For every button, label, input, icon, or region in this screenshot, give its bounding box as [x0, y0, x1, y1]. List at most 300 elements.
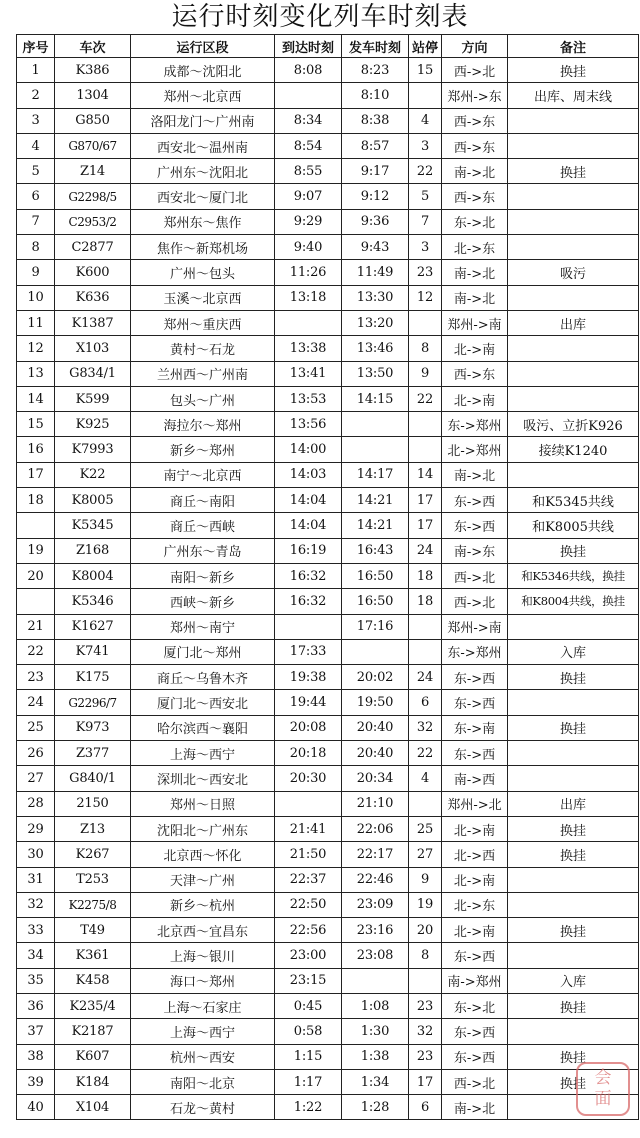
cell-arrival: 17:33 — [275, 639, 342, 664]
cell-direction: 北->东 — [442, 892, 508, 917]
cell-num: 10 — [17, 285, 55, 310]
cell-arrival: 22:56 — [275, 918, 342, 943]
cell-num: 36 — [17, 993, 55, 1018]
cell-train: K600 — [55, 260, 131, 285]
cell-direction: 东->南 — [442, 715, 508, 740]
cell-train: X103 — [55, 336, 131, 361]
cell-train: K184 — [55, 1069, 131, 1094]
table-row — [17, 1069, 639, 1094]
cell-note: 和K5345共线 — [508, 488, 639, 513]
table-row — [17, 437, 639, 462]
cell-num: 33 — [17, 918, 55, 943]
cell-route: 广州东～沈阳北 — [131, 159, 275, 184]
cell-arrival: 8:34 — [275, 108, 342, 133]
cell-arrival — [275, 791, 342, 816]
cell-train: K2275/8 — [55, 892, 131, 917]
table-row — [17, 1044, 639, 1069]
cell-stop: 6 — [409, 690, 442, 715]
cell-arrival — [275, 83, 342, 108]
cell-route: 成都～沈阳北 — [131, 58, 275, 83]
cell-arrival: 13:56 — [275, 412, 342, 437]
cell-departure: 9:36 — [342, 209, 409, 234]
cell-route: 郑州～北京西 — [131, 83, 275, 108]
cell-arrival: 8:55 — [275, 159, 342, 184]
cell-train: T253 — [55, 867, 131, 892]
cell-direction: 郑州->南 — [442, 614, 508, 639]
cell-note — [508, 690, 639, 715]
cell-note: 吸污 — [508, 260, 639, 285]
cell-route: 新乡～杭州 — [131, 892, 275, 917]
cell-departure: 1:34 — [342, 1069, 409, 1094]
cell-stop: 25 — [409, 816, 442, 841]
cell-train: K8005 — [55, 488, 131, 513]
cell-direction: 北->南 — [442, 336, 508, 361]
cell-stop: 27 — [409, 842, 442, 867]
cell-departure: 1:28 — [342, 1095, 409, 1120]
cell-departure: 23:16 — [342, 918, 409, 943]
table-row — [17, 260, 639, 285]
cell-num: 39 — [17, 1069, 55, 1094]
cell-note: 和K5346共线，换挂 — [508, 563, 639, 588]
cell-note — [508, 184, 639, 209]
table-row — [17, 614, 639, 639]
cell-departure: 13:30 — [342, 285, 409, 310]
cell-stop: 23 — [409, 260, 442, 285]
cell-direction: 南->郑州 — [442, 968, 508, 993]
cell-note — [508, 943, 639, 968]
table-row — [17, 184, 639, 209]
cell-note — [508, 235, 639, 260]
cell-direction: 东->西 — [442, 665, 508, 690]
cell-departure: 16:50 — [342, 589, 409, 614]
cell-train: K925 — [55, 412, 131, 437]
cell-arrival: 0:45 — [275, 993, 342, 1018]
cell-arrival: 16:19 — [275, 538, 342, 563]
table-row — [17, 513, 639, 538]
cell-departure — [342, 412, 409, 437]
cell-departure: 20:02 — [342, 665, 409, 690]
cell-departure: 14:21 — [342, 488, 409, 513]
header-route: 运行区段 — [131, 35, 275, 58]
cell-train: C2877 — [55, 235, 131, 260]
cell-direction: 北->西 — [442, 842, 508, 867]
cell-arrival — [275, 614, 342, 639]
table-row — [17, 133, 639, 158]
cell-note: 出库 — [508, 791, 639, 816]
cell-arrival: 1:17 — [275, 1069, 342, 1094]
cell-route: 厦门北～西安北 — [131, 690, 275, 715]
cell-train: G834/1 — [55, 361, 131, 386]
cell-note — [508, 133, 639, 158]
cell-num: 18 — [17, 488, 55, 513]
cell-stop — [409, 791, 442, 816]
cell-num: 14 — [17, 386, 55, 411]
cell-direction: 西->东 — [442, 108, 508, 133]
cell-direction: 南->北 — [442, 285, 508, 310]
table-row — [17, 665, 639, 690]
timetable — [16, 34, 639, 1120]
cell-route: 包头～广州 — [131, 386, 275, 411]
cell-note — [508, 741, 639, 766]
cell-note: 接续K1240 — [508, 437, 639, 462]
cell-stop: 3 — [409, 133, 442, 158]
cell-train: K5346 — [55, 589, 131, 614]
cell-route: 焦作～新郑机场 — [131, 235, 275, 260]
cell-num: 28 — [17, 791, 55, 816]
cell-train: K1627 — [55, 614, 131, 639]
cell-departure: 14:17 — [342, 462, 409, 487]
cell-direction: 东->郑州 — [442, 412, 508, 437]
cell-num: 30 — [17, 842, 55, 867]
cell-departure: 13:50 — [342, 361, 409, 386]
cell-train: 1304 — [55, 83, 131, 108]
cell-direction: 南->北 — [442, 260, 508, 285]
cell-route: 郑州～重庆西 — [131, 310, 275, 335]
cell-note — [508, 892, 639, 917]
cell-route: 郑州～南宁 — [131, 614, 275, 639]
cell-route: 海拉尔～郑州 — [131, 412, 275, 437]
cell-stop: 22 — [409, 159, 442, 184]
cell-departure: 22:17 — [342, 842, 409, 867]
cell-direction: 东->北 — [442, 209, 508, 234]
cell-note: 换挂 — [508, 665, 639, 690]
cell-route: 玉溪～北京西 — [131, 285, 275, 310]
cell-note: 换挂 — [508, 816, 639, 841]
cell-train: K607 — [55, 1044, 131, 1069]
table-row — [17, 386, 639, 411]
cell-direction: 东->西 — [442, 488, 508, 513]
cell-note: 入库 — [508, 639, 639, 664]
cell-note: 入库 — [508, 968, 639, 993]
cell-departure: 13:46 — [342, 336, 409, 361]
cell-arrival: 1:15 — [275, 1044, 342, 1069]
cell-train: C2953/2 — [55, 209, 131, 234]
table-row — [17, 892, 639, 917]
cell-note: 换挂 — [508, 159, 639, 184]
cell-note — [508, 462, 639, 487]
cell-direction: 东->西 — [442, 690, 508, 715]
page-title: 运行时刻变化列车时刻表 — [171, 2, 469, 32]
cell-stop: 18 — [409, 563, 442, 588]
table-row — [17, 766, 639, 791]
header-train: 车次 — [55, 35, 131, 58]
cell-route: 郑州东～焦作 — [131, 209, 275, 234]
header-departure: 发车时刻 — [342, 35, 409, 58]
table-row — [17, 361, 639, 386]
cell-num: 24 — [17, 690, 55, 715]
table-row — [17, 310, 639, 335]
cell-arrival: 19:38 — [275, 665, 342, 690]
cell-route: 西峡～新乡 — [131, 589, 275, 614]
cell-num: 26 — [17, 741, 55, 766]
cell-num: 20 — [17, 563, 55, 588]
cell-route: 郑州～日照 — [131, 791, 275, 816]
cell-arrival: 16:32 — [275, 563, 342, 588]
cell-direction: 北->东 — [442, 235, 508, 260]
cell-departure: 23:08 — [342, 943, 409, 968]
cell-arrival: 22:37 — [275, 867, 342, 892]
cell-arrival: 8:08 — [275, 58, 342, 83]
cell-num: 13 — [17, 361, 55, 386]
cell-arrival: 23:15 — [275, 968, 342, 993]
cell-route: 广州东～青岛 — [131, 538, 275, 563]
cell-arrival: 21:50 — [275, 842, 342, 867]
cell-train: K175 — [55, 665, 131, 690]
cell-departure: 20:34 — [342, 766, 409, 791]
cell-route: 兰州西～广州南 — [131, 361, 275, 386]
cell-direction: 北->南 — [442, 816, 508, 841]
header-direction: 方向 — [442, 35, 508, 58]
cell-direction: 西->东 — [442, 361, 508, 386]
cell-departure: 23:09 — [342, 892, 409, 917]
cell-direction: 东->郑州 — [442, 639, 508, 664]
cell-arrival: 14:04 — [275, 488, 342, 513]
table-row — [17, 159, 639, 184]
cell-stop: 23 — [409, 1044, 442, 1069]
table-row — [17, 943, 639, 968]
table-row — [17, 209, 639, 234]
cell-train: Z14 — [55, 159, 131, 184]
cell-departure: 20:40 — [342, 715, 409, 740]
table-row — [17, 993, 639, 1018]
cell-train: K741 — [55, 639, 131, 664]
cell-departure: 11:49 — [342, 260, 409, 285]
header-stop: 站停 — [409, 35, 442, 58]
cell-stop: 23 — [409, 993, 442, 1018]
cell-departure: 1:38 — [342, 1044, 409, 1069]
cell-direction: 南->北 — [442, 462, 508, 487]
table-row — [17, 639, 639, 664]
cell-direction: 东->西 — [442, 943, 508, 968]
cell-train: G2298/5 — [55, 184, 131, 209]
cell-departure: 14:15 — [342, 386, 409, 411]
cell-route: 厦门北～郑州 — [131, 639, 275, 664]
cell-num: 22 — [17, 639, 55, 664]
cell-arrival — [275, 310, 342, 335]
table-row — [17, 918, 639, 943]
cell-departure: 9:12 — [342, 184, 409, 209]
cell-direction: 东->西 — [442, 1044, 508, 1069]
cell-arrival: 9:29 — [275, 209, 342, 234]
cell-route: 新乡～郑州 — [131, 437, 275, 462]
cell-num: 29 — [17, 816, 55, 841]
cell-stop: 17 — [409, 1069, 442, 1094]
cell-direction: 北->南 — [442, 867, 508, 892]
cell-direction: 西->北 — [442, 58, 508, 83]
cell-direction: 西->东 — [442, 133, 508, 158]
cell-arrival: 11:26 — [275, 260, 342, 285]
cell-train: Z13 — [55, 816, 131, 841]
cell-stop: 17 — [409, 488, 442, 513]
cell-note: 换挂 — [508, 538, 639, 563]
cell-route: 深圳北～西安北 — [131, 766, 275, 791]
table-row — [17, 235, 639, 260]
table-row — [17, 842, 639, 867]
cell-note: 换挂 — [508, 842, 639, 867]
cell-num: 2 — [17, 83, 55, 108]
cell-stop: 5 — [409, 184, 442, 209]
cell-train: T49 — [55, 918, 131, 943]
cell-direction: 西->东 — [442, 184, 508, 209]
table-row — [17, 58, 639, 83]
cell-route: 上海～西宁 — [131, 741, 275, 766]
cell-stop: 9 — [409, 867, 442, 892]
cell-departure: 16:50 — [342, 563, 409, 588]
cell-stop: 7 — [409, 209, 442, 234]
cell-num: 4 — [17, 133, 55, 158]
table-row — [17, 741, 639, 766]
cell-departure — [342, 968, 409, 993]
cell-route: 洛阳龙门～广州南 — [131, 108, 275, 133]
cell-num: 8 — [17, 235, 55, 260]
table-row — [17, 83, 639, 108]
cell-route: 天津～广州 — [131, 867, 275, 892]
cell-train: K267 — [55, 842, 131, 867]
cell-direction: 南->北 — [442, 1095, 508, 1120]
cell-route: 南阳～新乡 — [131, 563, 275, 588]
cell-num: 35 — [17, 968, 55, 993]
cell-stop: 24 — [409, 538, 442, 563]
cell-num: 12 — [17, 336, 55, 361]
cell-departure: 14:21 — [342, 513, 409, 538]
cell-train: K599 — [55, 386, 131, 411]
cell-train: G840/1 — [55, 766, 131, 791]
cell-train: K1387 — [55, 310, 131, 335]
cell-stop: 12 — [409, 285, 442, 310]
cell-route: 北京西～宜昌东 — [131, 918, 275, 943]
cell-direction: 南->北 — [442, 159, 508, 184]
cell-direction: 北->郑州 — [442, 437, 508, 462]
table-row — [17, 336, 639, 361]
cell-num: 15 — [17, 412, 55, 437]
cell-route: 上海～石家庄 — [131, 993, 275, 1018]
cell-stop: 6 — [409, 1095, 442, 1120]
cell-num: 37 — [17, 1019, 55, 1044]
cell-route: 西安北～厦门北 — [131, 184, 275, 209]
cell-stop: 8 — [409, 336, 442, 361]
cell-departure: 9:43 — [342, 235, 409, 260]
cell-note: 换挂 — [508, 715, 639, 740]
table-row — [17, 488, 639, 513]
cell-train: K458 — [55, 968, 131, 993]
cell-direction: 东->西 — [442, 513, 508, 538]
timetable-body — [17, 58, 639, 1120]
cell-departure: 19:50 — [342, 690, 409, 715]
cell-note: 和K8004共线，换挂 — [508, 589, 639, 614]
cell-stop — [409, 412, 442, 437]
table-row — [17, 285, 639, 310]
cell-train: K973 — [55, 715, 131, 740]
cell-train: K636 — [55, 285, 131, 310]
table-row — [17, 791, 639, 816]
watermark-char: 会 — [594, 1068, 612, 1088]
cell-arrival: 16:32 — [275, 589, 342, 614]
cell-note — [508, 336, 639, 361]
cell-num — [17, 513, 55, 538]
cell-departure: 8:57 — [342, 133, 409, 158]
cell-arrival: 1:22 — [275, 1095, 342, 1120]
cell-note — [508, 766, 639, 791]
cell-arrival: 20:30 — [275, 766, 342, 791]
cell-route: 南宁～北京西 — [131, 462, 275, 487]
cell-arrival: 13:18 — [275, 285, 342, 310]
cell-arrival: 20:18 — [275, 741, 342, 766]
cell-note: 换挂 — [508, 1069, 639, 1094]
cell-direction: 南->东 — [442, 538, 508, 563]
cell-train: 2150 — [55, 791, 131, 816]
cell-train: K7993 — [55, 437, 131, 462]
cell-stop: 17 — [409, 513, 442, 538]
cell-direction: 东->北 — [442, 993, 508, 1018]
cell-note — [508, 386, 639, 411]
cell-stop: 24 — [409, 665, 442, 690]
cell-num: 17 — [17, 462, 55, 487]
cell-departure: 17:16 — [342, 614, 409, 639]
cell-arrival: 21:41 — [275, 816, 342, 841]
cell-num: 32 — [17, 892, 55, 917]
table-row — [17, 690, 639, 715]
cell-stop: 9 — [409, 361, 442, 386]
cell-arrival: 20:08 — [275, 715, 342, 740]
cell-departure — [342, 437, 409, 462]
cell-num: 1 — [17, 58, 55, 83]
cell-num: 6 — [17, 184, 55, 209]
cell-arrival: 14:03 — [275, 462, 342, 487]
header-row — [17, 35, 639, 58]
cell-route: 海口～郑州 — [131, 968, 275, 993]
cell-stop: 4 — [409, 108, 442, 133]
cell-train: K8004 — [55, 563, 131, 588]
cell-note — [508, 1019, 639, 1044]
table-row — [17, 968, 639, 993]
cell-stop: 4 — [409, 766, 442, 791]
cell-num: 31 — [17, 867, 55, 892]
cell-arrival: 22:50 — [275, 892, 342, 917]
table-row — [17, 108, 639, 133]
cell-stop: 19 — [409, 892, 442, 917]
cell-direction: 郑州->南 — [442, 310, 508, 335]
cell-stop — [409, 614, 442, 639]
cell-num: 34 — [17, 943, 55, 968]
cell-stop: 18 — [409, 589, 442, 614]
cell-num: 16 — [17, 437, 55, 462]
cell-route: 商丘～南阳 — [131, 488, 275, 513]
cell-arrival: 13:38 — [275, 336, 342, 361]
cell-arrival: 13:41 — [275, 361, 342, 386]
cell-departure — [342, 639, 409, 664]
cell-stop — [409, 310, 442, 335]
table-row — [17, 412, 639, 437]
cell-stop — [409, 437, 442, 462]
cell-arrival: 9:40 — [275, 235, 342, 260]
cell-num: 11 — [17, 310, 55, 335]
table-row — [17, 1095, 639, 1120]
cell-note — [508, 108, 639, 133]
cell-num: 9 — [17, 260, 55, 285]
cell-arrival: 23:00 — [275, 943, 342, 968]
cell-stop: 22 — [409, 741, 442, 766]
cell-route: 西安北～温州南 — [131, 133, 275, 158]
cell-num: 25 — [17, 715, 55, 740]
cell-stop: 32 — [409, 1019, 442, 1044]
cell-arrival: 14:00 — [275, 437, 342, 462]
cell-train: Z377 — [55, 741, 131, 766]
table-row — [17, 589, 639, 614]
cell-note — [508, 209, 639, 234]
cell-train: K2187 — [55, 1019, 131, 1044]
cell-stop: 3 — [409, 235, 442, 260]
cell-num: 27 — [17, 766, 55, 791]
